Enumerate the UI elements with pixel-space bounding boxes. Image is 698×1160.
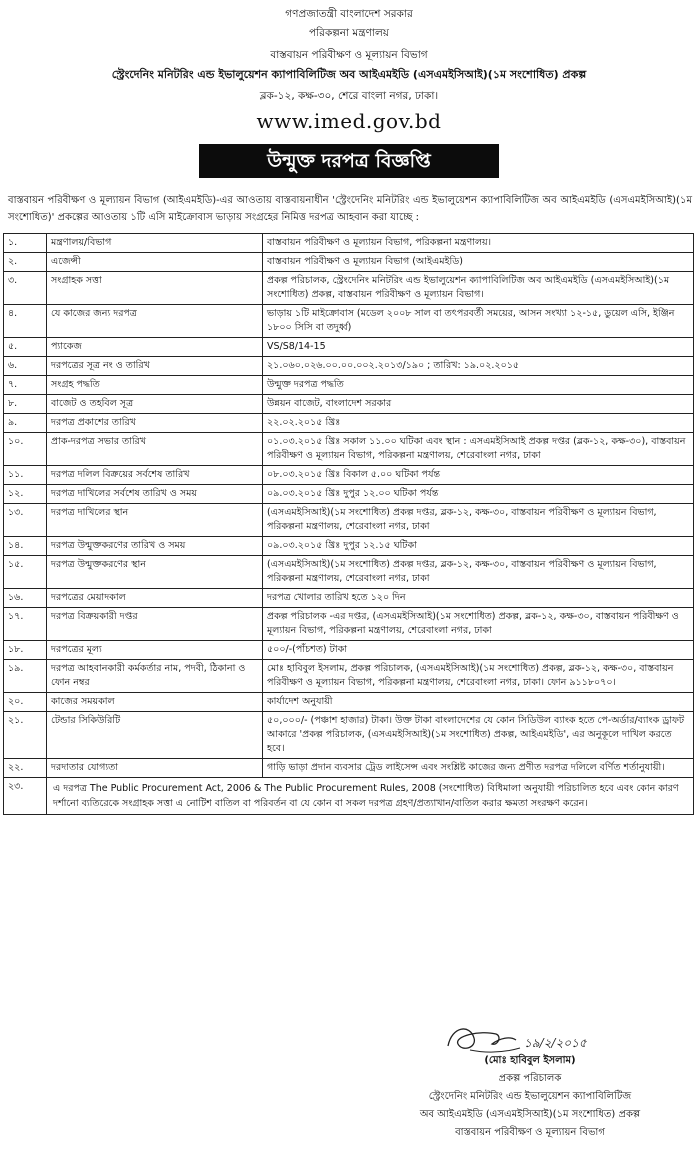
row-label: মন্ত্রণালয়/বিভাগ xyxy=(47,234,263,253)
row-label: টেন্ডার সিকিউরিটি xyxy=(47,712,263,759)
row-value: উন্মুক্ত দরপত্র পদ্ধতি xyxy=(263,376,694,395)
row-label: দরপত্র প্রকাশের তারিখ xyxy=(47,414,263,433)
row-number: ৭. xyxy=(4,376,47,395)
row-value: গাড়ি ভাড়া প্রদান ব্যবসার ট্রেড লাইসেন্স এবং সংশ্লিষ্ট কাজের জন্য প্রণীত দরপত্র দলিলে বর্ণিত শর্তানুযায়ী। xyxy=(263,759,694,778)
row-label: দরদাতার যোগ্যতা xyxy=(47,759,263,778)
row-number: ৫. xyxy=(4,338,47,357)
table-row xyxy=(4,485,694,504)
row-number: ৩. xyxy=(4,272,47,305)
row-value: VS/S8/14-15 xyxy=(263,338,694,357)
row-number: ১৮. xyxy=(4,641,47,660)
row-label: সংগ্রহ পদ্ধতি xyxy=(47,376,263,395)
division-name: বাস্তবায়ন পরিবীক্ষণ ও মূল্যায়ন বিভাগ xyxy=(270,49,428,61)
table-row xyxy=(4,759,694,778)
row-label: দরপত্র দাখিলের সর্বশেষ তারিখ ও সময় xyxy=(47,485,263,504)
row-label: দরপত্র উন্মুক্তকরণের তারিখ ও সময় xyxy=(47,537,263,556)
row-number: ১৬. xyxy=(4,589,47,608)
row-label: দরপত্রের মূল্য xyxy=(47,641,263,660)
row-value: ০৯.০৩.২০১৫ খ্রিঃ দুপুর ১২.১৫ ঘটিকা xyxy=(263,537,694,556)
table-row xyxy=(4,641,694,660)
row-value: বাস্তবায়ন পরিবীক্ষণ ও মূল্যায়ন বিভাগ (আইএমইডি) xyxy=(263,253,694,272)
row-label: এজেন্সী xyxy=(47,253,263,272)
row-value: বাস্তবায়ন পরিবীক্ষণ ও মূল্যায়ন বিভাগ, পরিকল্পনা মন্ত্রণালয়। xyxy=(263,234,694,253)
row-value: ২১.০৬০.০২৬.০০.০০.০০২.২০১৩/১৯০ ; তারিখ: ১৯.০২.২০১৫ xyxy=(263,357,694,376)
row-value: উন্নয়ন বাজেট, বাংলাদেশ সরকার xyxy=(263,395,694,414)
table-row xyxy=(4,253,694,272)
closing-clause: এ দরপত্র The Public Procurement Act, 2006 & The Public Procurement Rules, 2008 (সংশোধিত) বিধিমালা অনুযায়ী পরিচালিত হবে এবং কোন কারণ দর্শানো ব্যতিরেকে সংগ্রাহক সত্তা এ নোটিশ বাতিল বা পরিবর্তন বা যে কোন বা সকল দরপত্র গ্রহণ/প্রত্যাখান/বাতিল করার ক্ষমতা সংরক্ষণ করেন। xyxy=(47,778,694,815)
row-number: ২১. xyxy=(4,712,47,759)
table-row xyxy=(4,305,694,338)
row-value: ২২.০২.২০১৫ খ্রিঃ xyxy=(263,414,694,433)
row-number: ১. xyxy=(4,234,47,253)
row-label: দরপত্রের সূত্র নং ও তারিখ xyxy=(47,357,263,376)
signatory-org-line1: স্ট্রেংদেনিং মনিটরিং এন্ড ইভালুয়েশন ক্যাপাবিলিটিজ xyxy=(428,1091,632,1102)
row-number: ৯. xyxy=(4,414,47,433)
table-row xyxy=(4,395,694,414)
table-row xyxy=(4,272,694,305)
row-number: ১৪. xyxy=(4,537,47,556)
intro-paragraph: বাস্তবায়ন পরিবীক্ষণ ও মূল্যায়ন বিভাগ (আইএমইডি)-এর আওতায় বাস্তবায়নাধীন 'স্ট্রেংদেনিং মনিটরিং এন্ড ইভালুয়েশন ক্যাপাবিলিটিজ অব আইএমইডি (এসএমইসিআই)(১ম সংশোধিত)' প্রকল্পের আওতায় ১টি এসি মাইক্রোবাস ভাড়ায় সংগ্রহের নিমিত্ত দরপত্র আহবান করা যাচ্ছে : xyxy=(8,195,692,223)
row-value: দরপত্র খোলার তারিখ হতে ১২০ দিন xyxy=(263,589,694,608)
table-row xyxy=(4,504,694,537)
table-row xyxy=(4,433,694,466)
row-value: ০১.০৩.২০১৫ খ্রিঃ সকাল ১১.০০ ঘটিকা এবং স্থান : এসএমইসিআই প্রকল্প দপ্তর (ব্লক-১২, কক্ষ-৩০), বাস্তবায়ন পরিবীক্ষণ ও মূল্যায়ন বিভাগ, পরিকল্পনা মন্ত্রণালয়, শেরেবাংলা নগর, ঢাকা xyxy=(263,433,694,466)
row-number: ২৩. xyxy=(4,778,47,815)
row-label: বাজেট ও তহবিল সূত্র xyxy=(47,395,263,414)
table-row xyxy=(4,556,694,589)
row-number: ৪. xyxy=(4,305,47,338)
table-row xyxy=(4,693,694,712)
signatory-org-line3: বাস্তবায়ন পরিবীক্ষণ ও মূল্যায়ন বিভাগ xyxy=(455,1127,605,1138)
row-value: ০৮.০৩.২০১৫ খ্রিঃ বিকাল ৫.০০ ঘটিকা পর্যন্ত xyxy=(263,466,694,485)
notice-title-banner: উন্মুক্ত দরপত্র বিজ্ঞপ্তি xyxy=(199,144,499,178)
table-row xyxy=(4,357,694,376)
tender-details-table xyxy=(3,233,694,815)
signature-date: ১৯/২/২০১৫ xyxy=(524,1036,587,1050)
row-number: ১৫. xyxy=(4,556,47,589)
row-label: সংগ্রাহক সত্তা xyxy=(47,272,263,305)
row-number: ১৭. xyxy=(4,608,47,641)
row-label: প্রাক-দরপত্র সভার তারিখ xyxy=(47,433,263,466)
row-label: যে কাজের জন্য দরপত্র xyxy=(47,305,263,338)
row-number: ২. xyxy=(4,253,47,272)
row-number: ১০. xyxy=(4,433,47,466)
row-label: দরপত্র দলিল বিক্রয়ের সর্বশেষ তারিখ xyxy=(47,466,263,485)
row-label: প্যাকেজ xyxy=(47,338,263,357)
table-row xyxy=(4,778,694,815)
table-row xyxy=(4,537,694,556)
row-value: ভাড়ায় ১টি মাইক্রোবাস (মডেল ২০০৮ সাল বা তৎপরবর্তী সময়ের, আসন সংখ্যা ১২-১৫, ডুয়েল এসি, ইঞ্জিন ১৮০০ সিসি বা তদুর্ধ্ব) xyxy=(263,305,694,338)
table-row xyxy=(4,589,694,608)
row-number: ২২. xyxy=(4,759,47,778)
row-number: ১১. xyxy=(4,466,47,485)
office-address: ব্লক-১২, কক্ষ-৩০, শেরে বাংলা নগর, ঢাকা। xyxy=(259,90,439,102)
signatory-name: (মোঃ হাবিবুল ইসলাম) xyxy=(484,1055,576,1066)
row-value: মোঃ হাবিবুল ইসলাম, প্রকল্প পরিচালক, (এসএমইসিআই)(১ম সংশোধিত) প্রকল্প, ব্লক-১২, কক্ষ-৩০, বাস্তবায়ন পরিবীক্ষণ ও মূল্যায়ন বিভাগ, পরিকল্পনা মন্ত্রণালয়, শেরেবাংলা নগর, ঢাকা। ফোন ৯১১৮০৭০। xyxy=(263,660,694,693)
row-label: দরপত্র আহবানকারী কর্মকর্তার নাম, পদবী, ঠিকানা ও ফোন নম্বর xyxy=(47,660,263,693)
row-value: (এসএমইসিআই)(১ম সংশোধিত) প্রকল্প দপ্তর, ব্লক-১২, কক্ষ-৩০, বাস্তবায়ন পরিবীক্ষণ ও মূল্যায়ন বিভাগ, পরিকল্পনা মন্ত্রণালয়, শেরেবাংলা নগর, ঢাকা xyxy=(263,504,694,537)
row-number: ১৯. xyxy=(4,660,47,693)
row-value: প্রকল্প পরিচালক -এর দপ্তর, (এসএমইসিআই)(১ম সংশোধিত) প্রকল্প, ব্লক-১২, কক্ষ-৩০, বাস্তবায়ন পরিবীক্ষণ ও মূল্যায়ন বিভাগ, পরিকল্পনা মন্ত্রণালয়, শেরেবাংলা নগর, ঢাকা xyxy=(263,608,694,641)
row-number: ৬. xyxy=(4,357,47,376)
row-value: কার্যাদেশ অনুযায়ী xyxy=(263,693,694,712)
table-row xyxy=(4,234,694,253)
table-row xyxy=(4,660,694,693)
project-name: স্ট্রেংদেনিং মনিটরিং এন্ড ইভালুয়েশন ক্যাপাবিলিটিজ অব আইএমইডি (এসএমইসিআই)(১ম সংশোধিত) প্রকল্প xyxy=(111,68,587,81)
row-value: প্রকল্প পরিচালক, স্ট্রেংদেনিং মনিটরিং এন্ড ইভালুয়েশন ক্যাপাবিলিটিজ অব আইএমইডি (এসএমইসিআই)(১ম সংশোধিত) প্রকল্প, বাস্তবায়ন পরিবীক্ষণ ও মূল্যায়ন বিভাগ। xyxy=(263,272,694,305)
row-number: ২০. xyxy=(4,693,47,712)
row-value: (এসএমইসিআই)(১ম সংশোধিত) প্রকল্প দপ্তর, ব্লক-১২, কক্ষ-৩০, বাস্তবায়ন পরিবীক্ষণ ও মূল্যায়ন বিভাগ, পরিকল্পনা মন্ত্রণালয়, শেরেবাংলা নগর, ঢাকা xyxy=(263,556,694,589)
table-row xyxy=(4,376,694,395)
row-value: ০৯.০৩.২০১৫ খ্রিঃ দুপুর ১২.০০ ঘটিকা পর্যন্ত xyxy=(263,485,694,504)
table-row xyxy=(4,338,694,357)
row-label: দরপত্র উন্মুক্তকরণের স্থান xyxy=(47,556,263,589)
website-url: www.imed.gov.bd xyxy=(256,109,442,133)
government-name: গণপ্রজাতন্ত্রী বাংলাদেশ সরকার xyxy=(285,8,413,20)
row-number: ৮. xyxy=(4,395,47,414)
row-label: দরপত্র দাখিলের স্থান xyxy=(47,504,263,537)
table-row xyxy=(4,608,694,641)
row-value: ৫০,০০০/- (পঞ্চাশ হাজার) টাকা। উক্ত টাকা বাংলাদেশের যে কোন সিডিউল ব্যাংক হতে পে-অর্ডার/ব্যাংক ড্রাফট আকারে 'প্রকল্প পরিচালক, (এসএমইসিআই)(১ম সংশোধিত) প্রকল্প, আইএমইডি', এর অনুকূলে দাখিল করতে হবে। xyxy=(263,712,694,759)
row-label: কাজের সময়কাল xyxy=(47,693,263,712)
row-value: ৫০০/-(পাঁচশত) টাকা xyxy=(263,641,694,660)
table-row xyxy=(4,466,694,485)
table-row xyxy=(4,712,694,759)
row-label: দরপত্রের মেয়াদকাল xyxy=(47,589,263,608)
ministry-name: পরিকল্পনা মন্ত্রণালয় xyxy=(309,27,389,39)
signatory-org-line2: অব আইএমইডি (এসএমইসিআই)(১ম সংশোধিত) প্রকল্প xyxy=(419,1109,641,1120)
table-row xyxy=(4,414,694,433)
signatory-title: প্রকল্প পরিচালক xyxy=(498,1073,562,1084)
row-number: ১৩. xyxy=(4,504,47,537)
signature-block xyxy=(380,1052,680,1142)
row-number: ১২. xyxy=(4,485,47,504)
row-label: দরপত্র বিক্রয়কারী দপ্তর xyxy=(47,608,263,641)
